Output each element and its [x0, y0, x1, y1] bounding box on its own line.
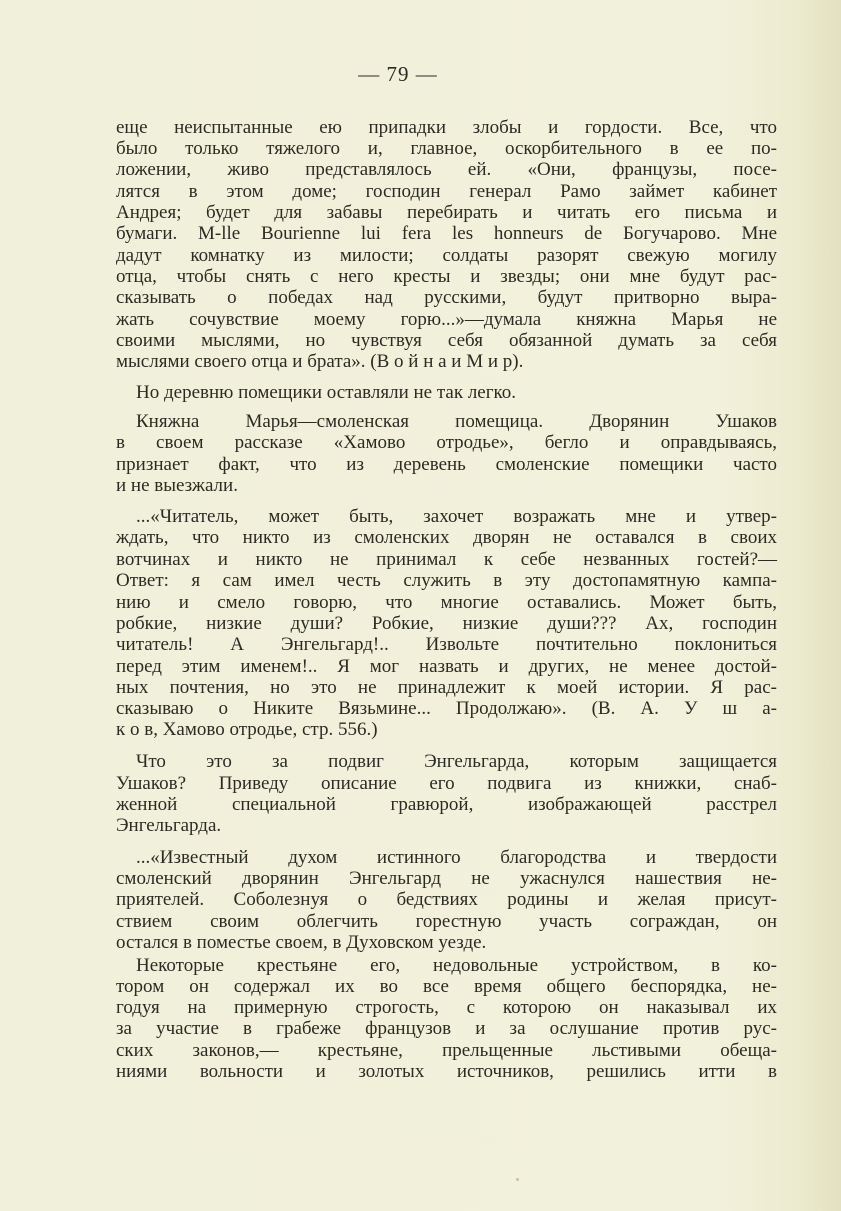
text-line: тором он содержал их во все время общего беспорядка, не- [116, 976, 777, 997]
text-line: Энгельгарда. [116, 815, 222, 836]
text-line: читатель! А Энгельгард!.. Извольте почтительно поклониться [116, 634, 777, 655]
text-line: смоленский дворянин Энгельгард не ужаснулся нашествия не- [116, 868, 777, 889]
text-line: ...«Известный духом истинного благородства и твердости [136, 847, 777, 868]
text-line: ствием своим облегчить горестную участь сограждан, он [116, 911, 777, 932]
text-line: ждать, что никто из смоленских дворян не оставался в своих [116, 527, 777, 548]
scan-speck [516, 1178, 519, 1181]
text-line: к о в, Хамово отродье, стр. 556.) [116, 719, 378, 740]
text-line: Княжна Марья—смоленская помещица. Дворянин Ушаков [136, 411, 777, 432]
text-line: сказывать о победах над русскими, будут притворно выра- [116, 287, 777, 308]
text-line: Андрея; будет для забавы перебирать и читать его письма и [116, 202, 777, 223]
text-line: Что это за подвиг Энгельгарда, которым защищается [136, 751, 777, 772]
text-line: ских законов,— крестьяне, прельщенные льстивыми обеща- [116, 1040, 777, 1061]
text-line: перед этим именем!.. Я мог назвать и других, не менее достой- [116, 656, 777, 677]
text-line: робкие, низкие души? Робкие, низкие души??? Ах, господин [116, 613, 777, 634]
text-line: Но деревню помещики оставляли не так легко. [136, 382, 517, 403]
text-line: лятся в этом доме; господин генерал Рамо займет кабинет [116, 181, 777, 202]
text-line: жать сочувствие моему горю...»—думала княжна Марья не [116, 309, 777, 330]
text-line: приятелей. Соболезнуя о бедствиях родины и желая присут- [116, 889, 777, 910]
text-line: сказываю о Никите Вязьмине... Продолжаю». (В. А. У ш а- [116, 698, 777, 719]
text-line: было только тяжелого и, главное, оскорбительного в ее по- [116, 138, 777, 159]
text-line: за участие в грабеже французов и за ослушание против рус- [116, 1018, 777, 1039]
text-line: в своем рассказе «Хамово отродье», бегло и оправдываясь, [116, 432, 777, 453]
text-line: признает факт, что из деревень смоленские помещики часто [116, 454, 777, 475]
text-line: женной специальной гравюрой, изображающей расстрел [116, 794, 777, 815]
text-line: ...«Читатель, может быть, захочет возражать мне и утвер- [136, 506, 777, 527]
text-line: нию и смело говорю, что многие оставались. Может быть, [116, 592, 777, 613]
text-line: вотчинах и никто не принимал к себе незванных гостей?— [116, 549, 777, 570]
text-line: Ответ: я сам имел честь служить в эту достопамятную кампа- [116, 570, 777, 591]
text-line: Ушаков? Приведу описание его подвига из книжки, снаб- [116, 773, 777, 794]
text-line: ложении, живо представлялось ей. «Они, французы, посе- [116, 159, 777, 180]
text-line: Некоторые крестьяне его, недовольные устройством, в ко- [136, 955, 777, 976]
text-line: ниями вольности и золотых источников, решились итти в [116, 1061, 777, 1082]
text-line: отца, чтобы снять с него кресты и звезды; они мне будут рас- [116, 266, 777, 287]
text-line: остался в поместье своем, в Духовском уезде. [116, 932, 487, 953]
page-number: — 79 — [358, 62, 438, 86]
text-line: бумаги. M-lle Bourienne lui fera les honneurs de Богучарово. Мне [116, 223, 777, 244]
text-line: еще неиспытанные ею припадки злобы и гордости. Все, что [116, 117, 777, 138]
text-line: ных почтения, но это не принадлежит к моей истории. Я рас- [116, 677, 777, 698]
text-line: своими мыслями, но чувствуя себя обязанной думать за себя [116, 330, 777, 351]
text-line: годуя на примерную строгость, с которою он наказывал их [116, 997, 777, 1018]
text-line: мыслями своего отца и брата». (В о й н а и М и р). [116, 351, 524, 372]
text-line: дадут комнатку из милости; солдаты разорят свежую могилу [116, 245, 777, 266]
text-line: и не выезжали. [116, 475, 238, 496]
